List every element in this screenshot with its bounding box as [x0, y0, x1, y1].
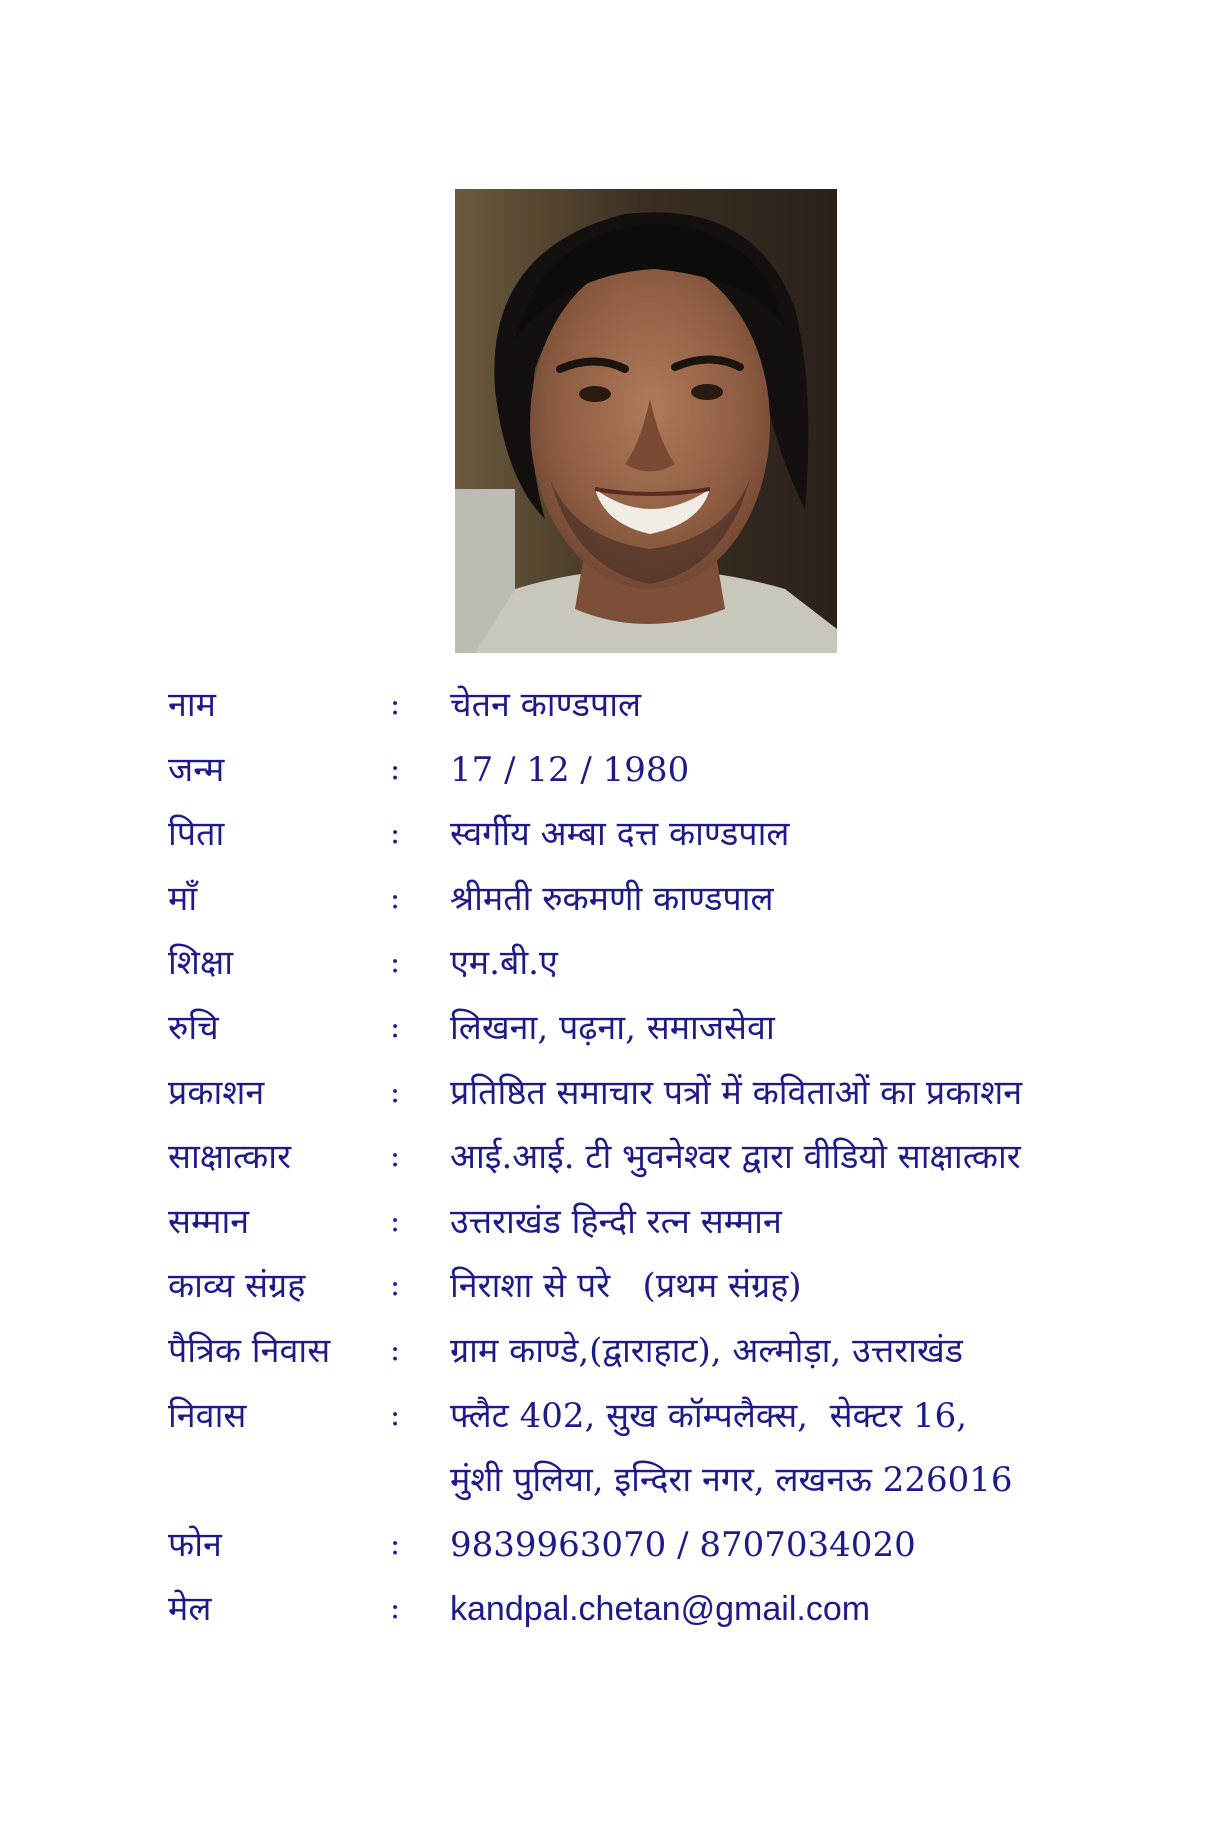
field-separator: : [390, 1203, 401, 1239]
field-label: मेल [168, 1589, 212, 1630]
field-separator: : [390, 880, 401, 916]
field-value: एम.बी.ए [450, 943, 558, 984]
field-separator: : [390, 687, 401, 722]
field-label: सम्मान [168, 1201, 250, 1242]
field-value: प्रतिष्ठित समाचार पत्रों में कविताओं का प्रकाशन [450, 1072, 1023, 1113]
field-value: स्वर्गीय अम्बा दत्त काण्डपाल [450, 814, 790, 855]
field-separator: : [390, 1397, 401, 1433]
field-value: निराशा से परे (प्रथम संग्रह) [450, 1266, 802, 1307]
biodata-list [0, 677, 1214, 1646]
field-row-residence [0, 1388, 1214, 1453]
field-row-education [0, 935, 1214, 1000]
field-separator: : [390, 1332, 401, 1368]
field-row-poetry-collection [0, 1258, 1214, 1323]
profile-photo [455, 189, 837, 653]
email-value: kandpal.chetan@gmail.com [450, 1590, 871, 1629]
field-value: फ्लैट 402, सुख कॉम्पलैक्स, सेक्टर 16, [450, 1395, 968, 1436]
field-value: ग्राम काण्डे,(द्वाराहाट), अल्मोड़ा, उत्तराखंड [450, 1330, 963, 1371]
field-value: आई.आई. टी भुवनेश्वर द्वारा वीडियो साक्षात्कार [450, 1137, 1021, 1178]
field-row-ancestral-home [0, 1323, 1214, 1388]
field-row-publication [0, 1065, 1214, 1130]
field-separator: : [390, 945, 401, 981]
field-separator: : [390, 1009, 401, 1045]
field-label: शिक्षा [168, 943, 234, 984]
field-label: काव्य संग्रह [168, 1266, 306, 1307]
field-row-email [0, 1581, 1214, 1646]
field-separator: : [390, 1591, 401, 1627]
field-value-continuation: मुंशी पुलिया, इन्दिरा नगर, लखनऊ 226016 [450, 1460, 1013, 1501]
field-row-interests [0, 1000, 1214, 1065]
field-row-interview [0, 1129, 1214, 1194]
field-separator: : [390, 1268, 401, 1304]
field-row-father [0, 806, 1214, 871]
field-row-residence-line2 [0, 1452, 1214, 1517]
field-separator: : [390, 816, 401, 852]
field-value: लिखना, पढ़ना, समाजसेवा [450, 1007, 775, 1048]
field-separator: : [390, 751, 401, 787]
field-row-name [0, 677, 1214, 742]
field-label: फोन [168, 1524, 222, 1565]
field-separator: : [390, 1139, 401, 1175]
field-label: पिता [168, 814, 225, 855]
field-row-honour [0, 1194, 1214, 1259]
field-separator: : [390, 1074, 401, 1110]
field-label: साक्षात्कार [168, 1137, 291, 1178]
field-value: 9839963070 / 8707034020 [450, 1524, 916, 1565]
field-separator: : [390, 1526, 401, 1562]
field-value: चेतन काण्डपाल [450, 685, 642, 725]
field-label: माँ [168, 878, 198, 919]
field-row-mother [0, 871, 1214, 936]
field-label: प्रकाशन [168, 1072, 265, 1113]
field-label: रुचि [168, 1007, 219, 1048]
field-value: 17 / 12 / 1980 [450, 749, 690, 790]
field-label: नाम [168, 685, 217, 725]
field-row-birth [0, 742, 1214, 807]
field-row-phone [0, 1517, 1214, 1582]
field-value: उत्तराखंड हिन्दी रत्न सम्मान [450, 1201, 782, 1242]
field-label: निवास [168, 1395, 247, 1436]
field-value: श्रीमती रुकमणी काण्डपाल [450, 878, 774, 919]
profile-photo-illustration [455, 189, 837, 653]
field-label: जन्म [168, 749, 225, 790]
field-label: पैत्रिक निवास [168, 1330, 331, 1371]
